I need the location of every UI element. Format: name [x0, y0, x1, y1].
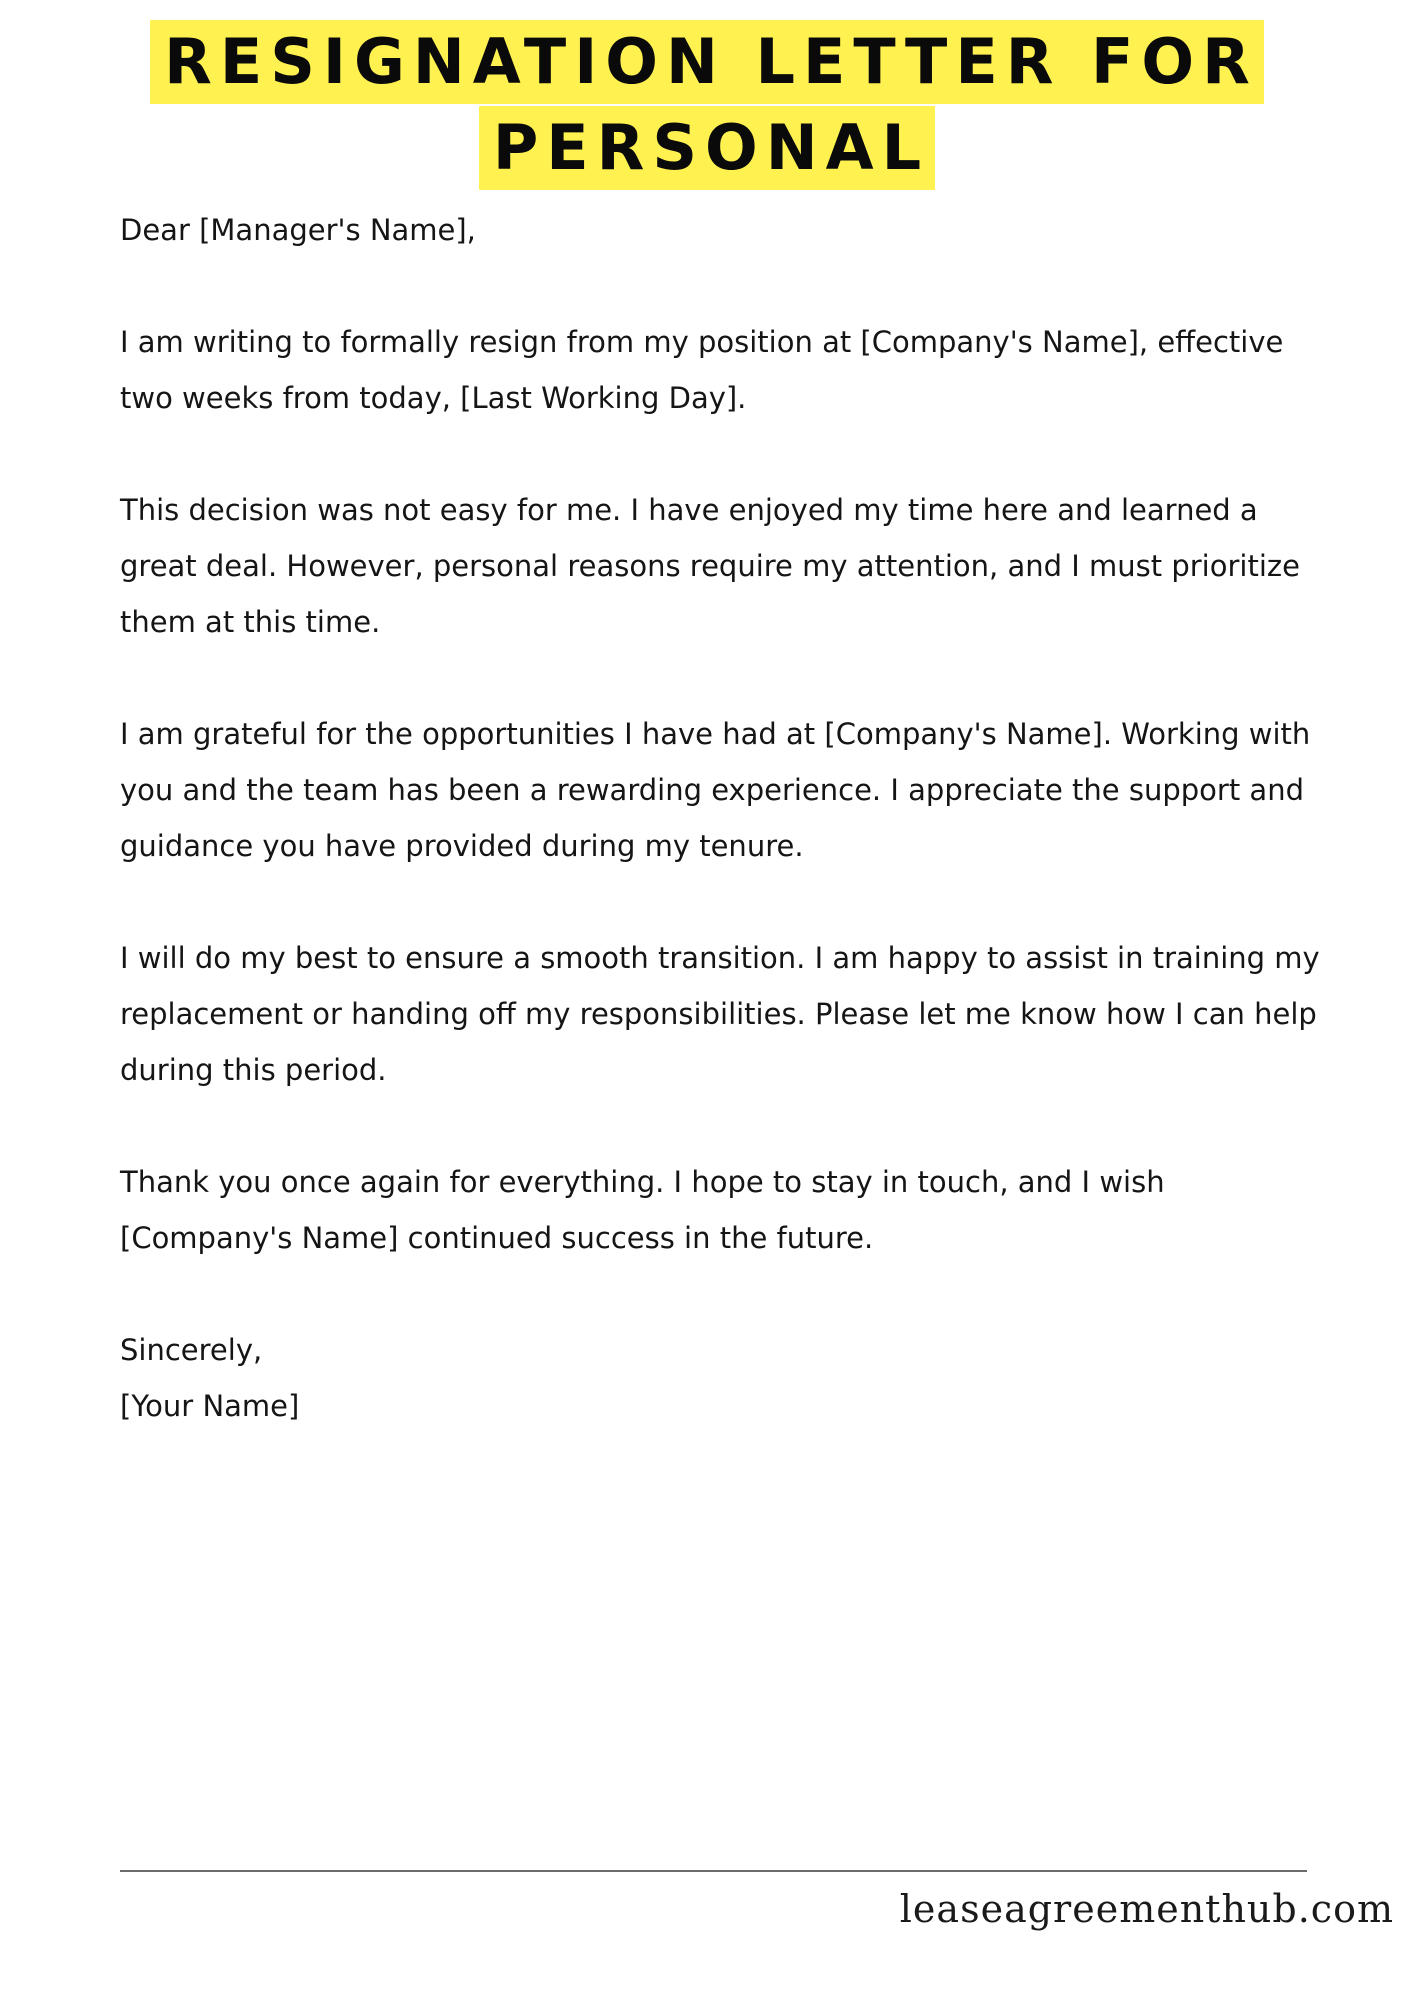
letter-paragraph-1: I am writing to formally resign from my position at [Company's Name], effective two weeks from today, [Last Working Day].	[120, 325, 1284, 415]
letter-body	[120, 202, 1320, 1434]
letter-closing: Sincerely,	[120, 1333, 263, 1367]
letter-paragraph-2: This decision was not easy for me. I have enjoyed my time here and learned a great deal. However, personal reasons require my attention, and I must prioritize them at this time.	[120, 493, 1300, 639]
letter-paragraph-4: I will do my best to ensure a smooth transition. I am happy to assist in training my replacement or handing off my responsibilities. Please let me know how I can help during this period.	[120, 941, 1320, 1087]
footer-divider	[120, 1870, 1307, 1872]
letter-signature: [Your Name]	[120, 1389, 300, 1423]
letter-greeting: Dear [Manager's Name],	[120, 213, 476, 247]
letter-paragraph-3: I am grateful for the opportunities I have had at [Company's Name]. Working with you and the team has been a rewarding experience. I appreciate the support and guidance you have provided during my tenure.	[120, 717, 1311, 863]
footer-website: leaseagreementhub.com	[899, 1887, 1394, 1931]
letter-paragraph-5: Thank you once again for everything. I hope to stay in touch, and I wish [Company's Name] continued success in the future.	[120, 1165, 1165, 1255]
title-line-2: PERSONAL	[479, 106, 935, 190]
title-line-1: RESIGNATION LETTER FOR	[150, 20, 1264, 104]
page-title	[0, 20, 1414, 192]
